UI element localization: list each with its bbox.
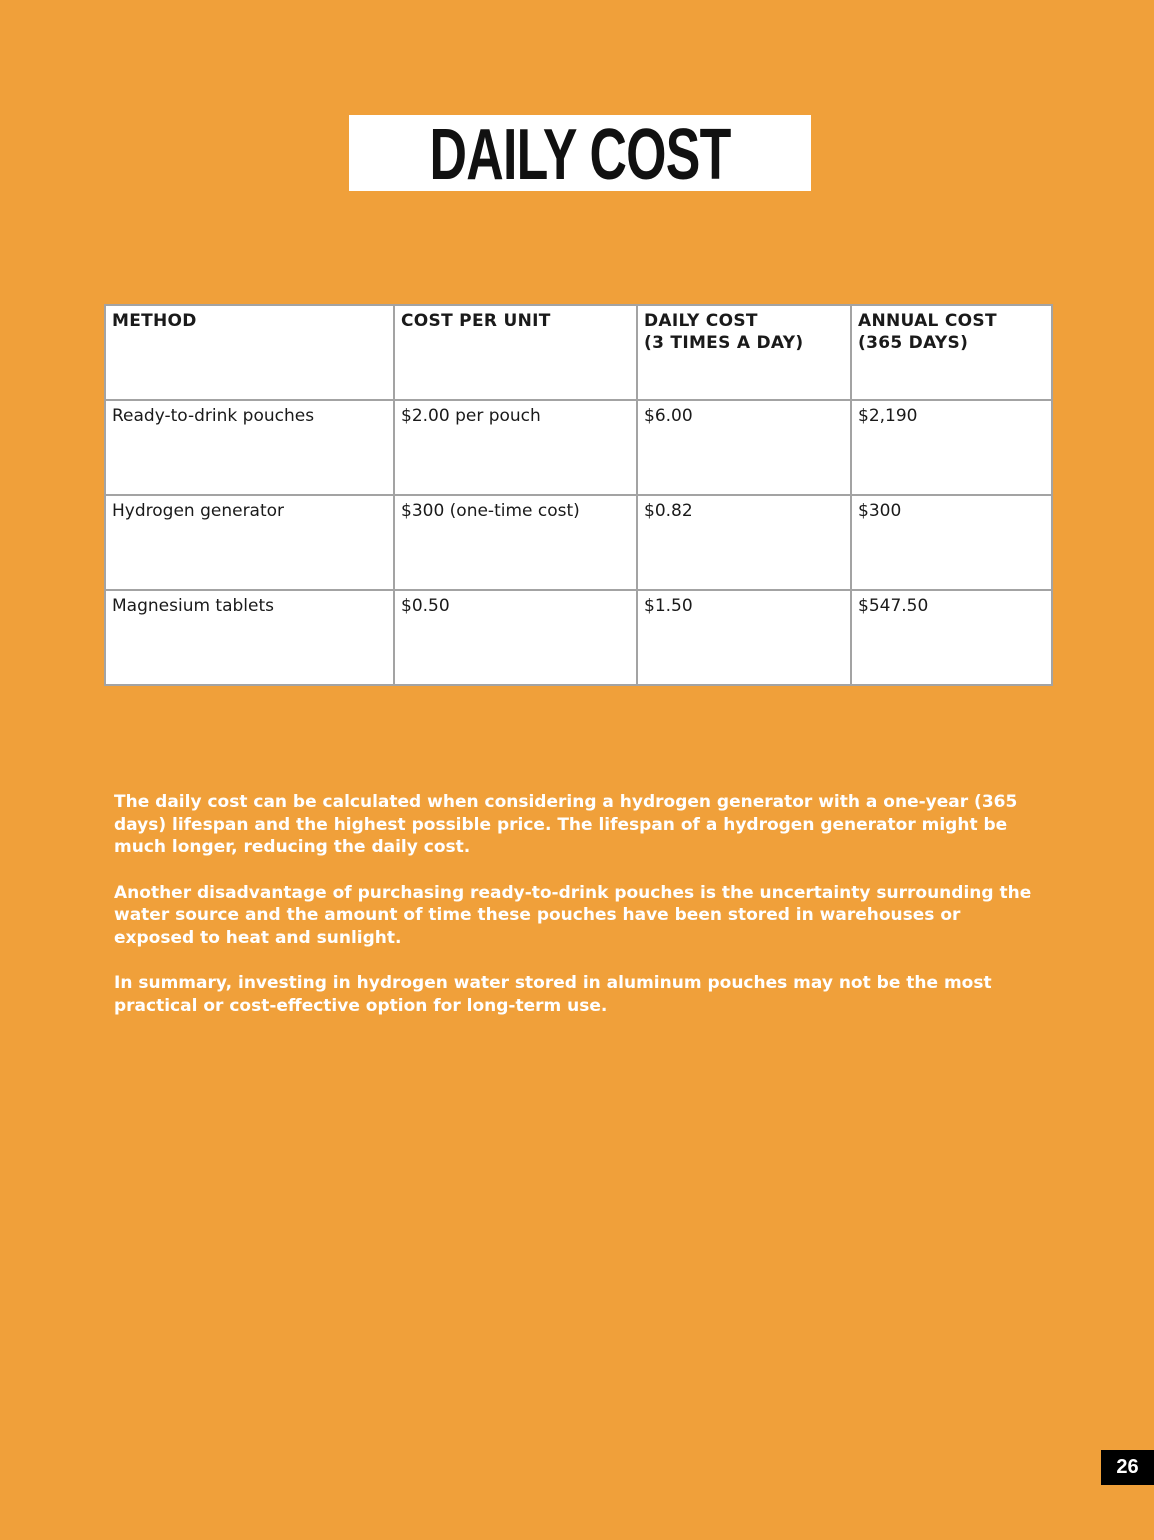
header-annual-cost-title: ANNUAL COST: [858, 311, 997, 331]
header-annual-cost: [851, 305, 1052, 400]
header-daily-cost-note: (3 TIMES A DAY): [644, 333, 804, 353]
paragraph: The daily cost can be calculated when considering a hydrogen generator with a one-year (365 days) lifespan and the highest possible price. The lifespan of a hydrogen generator might be much longer, reducing the daily cost.: [114, 792, 1018, 857]
cell-cost-per-unit: $0.50: [394, 590, 637, 685]
header-daily-cost: [637, 305, 851, 400]
cell-annual-cost: $547.50: [851, 590, 1052, 685]
header-method: METHOD: [105, 305, 394, 400]
cell-daily-cost: $0.82: [637, 495, 851, 590]
cell-method: Ready-to-drink pouches: [105, 400, 394, 495]
table-row: [105, 400, 1052, 495]
table-row: [105, 590, 1052, 685]
cell-annual-cost: $300: [851, 495, 1052, 590]
cell-method: Magnesium tablets: [105, 590, 394, 685]
page-number: 26: [1101, 1450, 1154, 1485]
table-row: [105, 495, 1052, 590]
header-cost-per-unit: COST PER UNIT: [394, 305, 637, 400]
header-daily-cost-title: DAILY COST: [644, 311, 758, 331]
paragraph: In summary, investing in hydrogen water stored in aluminum pouches may not be the most practical or cost-effective option for long-term use.: [114, 973, 992, 1016]
paragraph: Another disadvantage of purchasing ready-to-drink pouches is the uncertainty surrounding the water source and the amount of time these pouches have been stored in warehouses or exposed to heat and sunlight.: [114, 882, 1032, 948]
header-annual-cost-note: (365 DAYS): [858, 333, 969, 353]
cell-daily-cost: $1.50: [637, 590, 851, 685]
cell-method: Hydrogen generator: [105, 495, 394, 590]
page-title-box: [349, 115, 811, 195]
cell-annual-cost: $2,190: [851, 400, 1052, 495]
cell-daily-cost: $6.00: [637, 400, 851, 495]
cost-comparison-table: [104, 304, 1053, 686]
table-header-row: [105, 305, 1052, 400]
page-title: DAILY COST: [429, 115, 731, 195]
cell-cost-per-unit: $300 (one-time cost): [394, 495, 637, 590]
cell-cost-per-unit: $2.00 per pouch: [394, 400, 637, 495]
body-text: [114, 791, 1044, 1040]
